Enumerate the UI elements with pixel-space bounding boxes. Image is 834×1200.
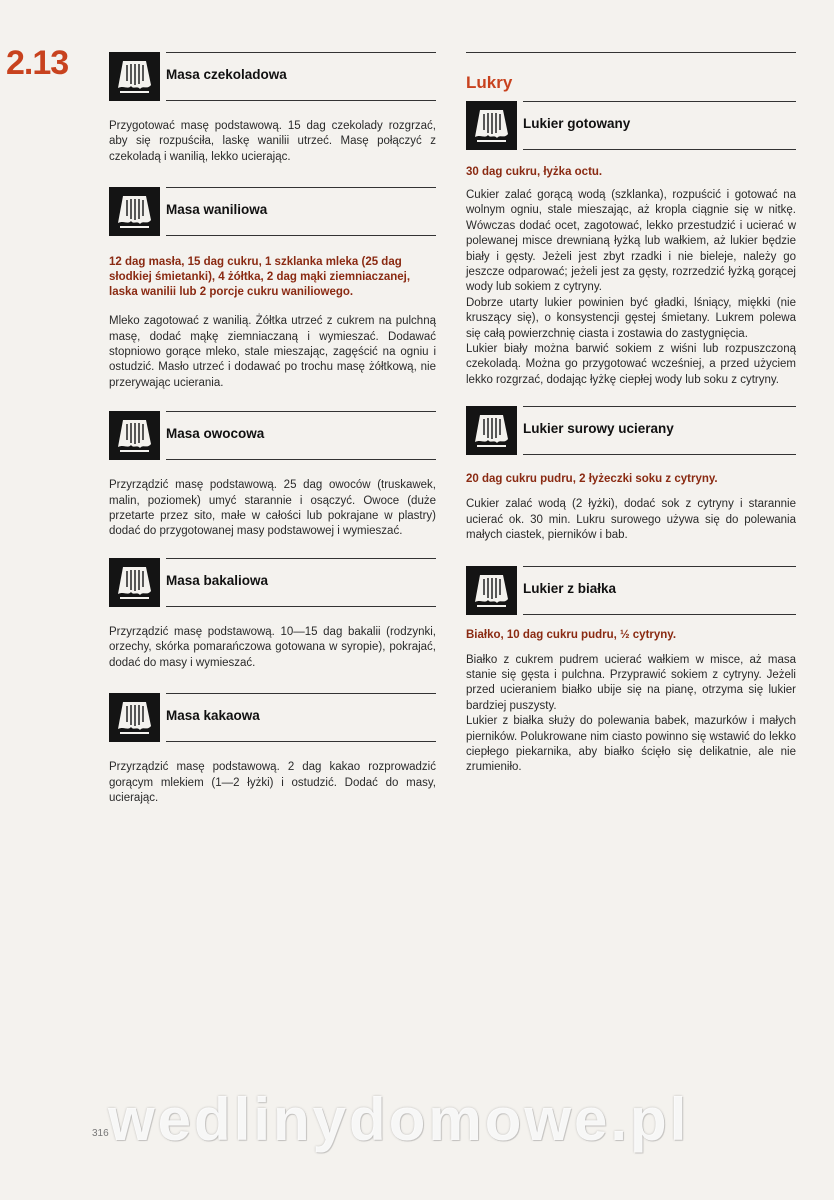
watermark: wedlinydomowe.pl	[108, 1086, 690, 1153]
recipe-header	[109, 183, 436, 241]
recipe-text: Białko z cukrem pudrem ucierać wałkiem w misce, aż masa stanie się gęsta i pulchna. Przyprawić sokiem z cytryny. Jeżeli przed ucieraniem białko ubije się na pianę, otrzyma się lukier bardziej puszysty. Lukier z białka służy do polewania babek, mazurków i małych pierników. Polukrowane nim ciasto powinno się wstawić do lekko ciepłego piekarnika, aby białko ścięło się delikatnie, ale nie zrumieniło.	[466, 653, 796, 774]
header-rule-bottom	[523, 149, 796, 150]
recipe-masa-czekoladowa	[109, 48, 436, 165]
recipe-text: Przyrządzić masę podstawową. 10—15 dag bakalii (rodzynki, orzechy, skórka pomarańczowa gotowana w syropie), pokrajać, dodać do masy i wymieszać.	[109, 625, 436, 669]
pudding-mold-icon	[466, 101, 517, 150]
header-rule-bottom	[166, 606, 436, 607]
recipe-header	[466, 97, 796, 155]
left-column	[109, 48, 436, 806]
header-rule-bottom	[166, 235, 436, 236]
recipe-title: Masa waniliowa	[166, 202, 268, 218]
recipe-text: Cukier zalać gorącą wodą (szklanka), rozpuścić i gotować na wolnym ogniu, stale mieszając, aż kropla ciągnie się w nitkę. Wówczas dodać ocet, zagotować, lekko przestudzić i ucierać w polewanej misce drewnianą łyżką lub wałkiem, aż lukier będzie biały i gęsty. Jeżeli jest zbyt rzadki i nie bieleje, należy go jeszcze odparować; jeżeli jest za gęsty, rozrzedzić łyżką gorącej wody lub sokiem z cytryny. Dobrze utarty lukier powinien być gładki, lśniący, miękki (nie kruszący się), o konsystencji gęstej śmietany. Lukrem polewa się całą powierzchnię ciasta i zostawia do zastygnięcia. Lukier biały można barwić sokiem z wiśni lub rozpuszczoną czekoladą. Można go przygotować wcześniej, a przed użyciem lekko rozgrzać, dodając łyżkę ciepłej wody lub soku z cytryny.	[466, 189, 796, 386]
header-rule-top	[166, 411, 436, 412]
header-rule-top	[523, 101, 796, 102]
right-column	[466, 48, 796, 776]
recipe-masa-bakaliowa	[109, 554, 436, 671]
recipe-title: Lukier z białka	[523, 580, 617, 596]
recipe-title: Lukier surowy ucierany	[523, 421, 674, 437]
recipe-lukier-surowy-ucierany	[466, 402, 796, 543]
recipe-text: Przyrządzić masę podstawową. 2 dag kakao rozprowadzić gorącym mlekiem (1—2 łyżki) i ostudzić. Dodać do masy, ucierając.	[109, 761, 436, 804]
pudding-mold-icon	[109, 558, 160, 607]
recipe-header	[109, 689, 436, 747]
header-rule-top	[523, 566, 796, 567]
header-rule-bottom	[523, 454, 796, 455]
recipe-ingredients: 30 dag cukru, łyżka octu.	[466, 166, 603, 178]
recipe-text: Przyrządzić masę podstawową. 25 dag owoców (truskawek, malin, poziomek) umyć starannie i osączyć. Owoce (duże przetarte przez sito, małe w całości lub pokrajane w plastry) dodać do przygotowanej masy podstawowej i wymieszać.	[109, 479, 436, 538]
recipe-header	[466, 562, 796, 620]
header-rule-top	[166, 187, 436, 188]
recipe-ingredients: 12 dag masła, 15 dag cukru, 1 szklanka mleka (25 dag słodkiej śmietanki), 4 żółtka, 2 dag mąki ziemniaczanej, laska wanilii lub 2 porcje cukru waniliowego.	[109, 256, 411, 299]
section-number: 2.13	[6, 44, 69, 82]
recipe-title: Masa bakaliowa	[166, 572, 269, 588]
recipe-header	[466, 402, 796, 460]
recipe-title: Masa czekoladowa	[166, 67, 287, 82]
header-rule-bottom	[166, 100, 436, 101]
pudding-mold-icon	[109, 52, 160, 101]
section-title: Lukry	[466, 73, 513, 92]
recipe-text: Przygotować masę podstawową. 15 dag czekolady rozgrzać, aby się rozpuściła, laskę wanilii utrzeć. Masę połączyć z czekoladą i wanilią, lekko ucierając.	[109, 120, 436, 163]
recipe-text: Mleko zagotować z wanilią. Żółtka utrzeć z cukrem na pulchną masę, dodać mąkę ziemniaczaną i wymieszać. Dodawać stopniowo gorące mleko, stale mieszając, zagęścić na ogniu i ostudzić. Masło utrzeć i dodawać po trochu masę żółtkową, nie przerywając ucierania.	[109, 315, 436, 389]
pudding-mold-icon	[109, 187, 160, 236]
pudding-mold-icon	[109, 693, 160, 742]
recipe-header	[109, 48, 436, 106]
recipe-ingredients: Białko, 10 dag cukru pudru, ½ cytryny.	[466, 628, 677, 641]
recipe-lukier-gotowany	[466, 97, 796, 388]
header-rule-top	[166, 558, 436, 559]
recipe-masa-owocowa	[109, 407, 436, 540]
pudding-mold-icon	[109, 411, 160, 460]
recipe-lukier-z-bialka	[466, 562, 796, 776]
recipe-title: Lukier gotowany	[523, 116, 631, 131]
recipe-masa-waniliowa	[109, 183, 436, 391]
recipe-masa-kakaowa	[109, 689, 436, 806]
recipe-text: Cukier zalać wodą (2 łyżki), dodać sok z cytryny i starannie ucierać ok. 30 min. Lukru surowego używa się do polewania małych ciastek, pierników i bab.	[466, 498, 796, 542]
header-rule-bottom	[166, 459, 436, 460]
pudding-mold-icon	[466, 566, 517, 615]
recipe-title: Masa kakaowa	[166, 708, 260, 724]
header-rule-bottom	[166, 741, 436, 742]
column-top-rule	[466, 52, 796, 53]
header-rule-bottom	[523, 614, 796, 615]
recipe-header	[109, 407, 436, 465]
header-rule-top	[523, 406, 796, 407]
recipe-ingredients: 20 dag cukru pudru, 2 łyżeczki soku z cytryny.	[466, 473, 718, 486]
recipe-header	[109, 554, 436, 612]
pudding-mold-icon	[466, 406, 517, 455]
header-rule-top	[166, 52, 436, 53]
page-number: 316	[92, 1128, 109, 1139]
header-rule-top	[166, 693, 436, 694]
recipe-title: Masa owocowa	[166, 426, 265, 442]
